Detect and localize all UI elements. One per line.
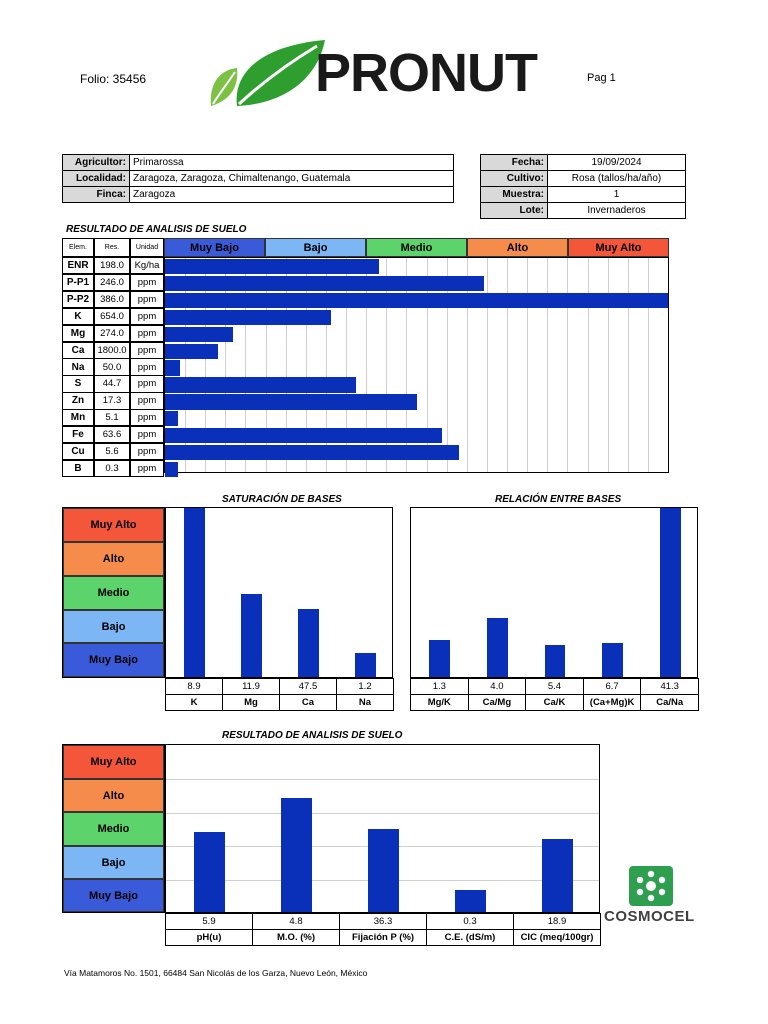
value-label: 36.3 xyxy=(339,913,427,930)
element-bar xyxy=(165,259,379,274)
saturacion-chart xyxy=(165,507,393,711)
grid-line xyxy=(507,258,508,472)
cultivo-label: Cultivo: xyxy=(481,171,548,187)
element-result: 274.0 xyxy=(94,325,130,342)
grid-line xyxy=(628,258,629,472)
value-label: 5.4 xyxy=(525,678,584,695)
level-medio: Medio xyxy=(366,238,467,257)
level-muy-bajo: Muy Bajo xyxy=(164,238,265,257)
level-scale-bottom xyxy=(62,744,165,913)
category-label: Ca xyxy=(279,694,337,711)
element-result: 386.0 xyxy=(94,291,130,308)
lote-label: Lote: xyxy=(481,203,548,219)
category-label: M.O. (%) xyxy=(252,929,340,946)
category-label: Ca/K xyxy=(525,694,584,711)
element-name: Mn xyxy=(62,409,94,426)
lote-value: Invernaderos xyxy=(548,203,686,219)
scale2-medio: Medio xyxy=(63,812,164,846)
element-result: 654.0 xyxy=(94,308,130,325)
element-bar xyxy=(165,293,668,308)
value-label: 11.9 xyxy=(222,678,280,695)
cosmocel-logo xyxy=(604,866,698,928)
element-name: Zn xyxy=(62,392,94,409)
scale2-bajo: Bajo xyxy=(63,846,164,879)
value-bar xyxy=(602,643,623,677)
cosmocel-flower-icon xyxy=(629,866,673,906)
value-bar xyxy=(429,640,450,677)
unit-header: Unidad xyxy=(130,238,164,257)
grid-line xyxy=(166,813,599,814)
scale-muy-alto: Muy Alto xyxy=(63,508,164,542)
grid-line xyxy=(527,258,528,472)
element-unit: ppm xyxy=(130,325,164,342)
scale2-alto: Alto xyxy=(63,779,164,812)
category-label: Mg/K xyxy=(410,694,469,711)
element-result: 5.1 xyxy=(94,409,130,426)
info-table-right xyxy=(480,154,686,219)
value-label: 4.8 xyxy=(252,913,340,930)
value-bar xyxy=(281,798,312,912)
value-label: 8.9 xyxy=(165,678,223,695)
element-unit: ppm xyxy=(130,342,164,359)
value-label: 5.9 xyxy=(165,913,253,930)
element-unit: ppm xyxy=(130,308,164,325)
value-bar xyxy=(660,508,681,677)
plot-area xyxy=(165,507,393,678)
value-label: 1.2 xyxy=(336,678,394,695)
value-bar xyxy=(194,832,225,912)
soil-analysis-2-chart xyxy=(165,744,600,948)
elem-header: Elem. xyxy=(62,238,94,257)
soil-analysis-title: RESULTADO DE ANALISIS DE SUELO xyxy=(66,224,247,235)
cultivo-value: Rosa (tallos/ha/año) xyxy=(548,171,686,187)
element-name: Fe xyxy=(62,426,94,443)
fecha-label: Fecha: xyxy=(481,155,548,171)
value-bar xyxy=(241,594,262,677)
element-bar xyxy=(165,377,356,392)
element-result: 50.0 xyxy=(94,358,130,375)
grid-line xyxy=(648,258,649,472)
scale2-muy-alto: Muy Alto xyxy=(63,745,164,779)
grid-line xyxy=(487,258,488,472)
relacion-chart xyxy=(410,507,699,711)
value-bar xyxy=(542,839,573,912)
element-unit: ppm xyxy=(130,375,164,392)
element-result: 63.6 xyxy=(94,426,130,443)
category-label: pH(u) xyxy=(165,929,253,946)
value-bar xyxy=(487,618,508,677)
category-label: (Ca+Mg)K xyxy=(583,694,642,711)
grid-line xyxy=(608,258,609,472)
category-label: C.E. (dS/m) xyxy=(426,929,514,946)
element-result: 198.0 xyxy=(94,257,130,274)
element-bar xyxy=(165,445,459,460)
value-label: 4.0 xyxy=(468,678,527,695)
folio: Folio: 35456 xyxy=(80,72,147,86)
element-unit: ppm xyxy=(130,460,164,477)
element-result: 44.7 xyxy=(94,375,130,392)
category-label: Ca/Na xyxy=(640,694,699,711)
element-result: 5.6 xyxy=(94,443,130,460)
element-unit: ppm xyxy=(130,443,164,460)
level-alto: Alto xyxy=(467,238,568,257)
element-bar xyxy=(165,411,178,426)
category-label: CIC (meq/100gr) xyxy=(513,929,601,946)
level-muy-alto: Muy Alto xyxy=(568,238,669,257)
element-result: 17.3 xyxy=(94,392,130,409)
element-name: Mg xyxy=(62,325,94,342)
page-number: Pag 1 xyxy=(587,72,616,84)
element-unit: ppm xyxy=(130,426,164,443)
brand-name: PRONUT xyxy=(315,43,537,103)
value-bar xyxy=(184,508,205,677)
level-bajo: Bajo xyxy=(265,238,366,257)
element-name: Ca xyxy=(62,342,94,359)
res-header: Res. xyxy=(94,238,130,257)
category-label: Mg xyxy=(222,694,280,711)
pronut-logo xyxy=(207,36,557,110)
element-unit: ppm xyxy=(130,392,164,409)
element-unit: ppm xyxy=(130,291,164,308)
grid-line xyxy=(588,258,589,472)
scale-bajo: Bajo xyxy=(63,610,164,643)
localidad-value: Zaragoza, Zaragoza, Chimaltenango, Guatemala xyxy=(130,171,454,187)
value-bar xyxy=(455,890,486,912)
agricultor-value: Primarossa xyxy=(130,155,454,171)
relacion-title: RELACIÓN ENTRE BASES xyxy=(495,494,622,505)
grid-line xyxy=(567,258,568,472)
element-bar xyxy=(165,428,442,443)
element-name: ENR xyxy=(62,257,94,274)
element-name: B xyxy=(62,460,94,477)
value-label: 41.3 xyxy=(640,678,699,695)
element-unit: ppm xyxy=(130,409,164,426)
footer-address: Vía Matamoros No. 1501, 66484 San Nicolás de los Garza, Nuevo León, México xyxy=(64,968,368,978)
element-name: Na xyxy=(62,358,94,375)
category-label: Fijación P (%) xyxy=(339,929,427,946)
scale-alto: Alto xyxy=(63,542,164,576)
scale2-muy-bajo: Muy Bajo xyxy=(63,879,164,912)
value-bar xyxy=(355,653,376,677)
finca-value: Zaragoza xyxy=(130,187,454,203)
category-label: K xyxy=(165,694,223,711)
muestra-label: Muestra: xyxy=(481,187,548,203)
value-bar xyxy=(298,609,319,677)
scale-medio: Medio xyxy=(63,576,164,610)
value-bar xyxy=(368,829,399,913)
element-bar xyxy=(165,360,180,375)
element-bar xyxy=(165,462,178,477)
element-unit: ppm xyxy=(130,274,164,291)
value-label: 18.9 xyxy=(513,913,601,930)
element-bar xyxy=(165,276,484,291)
scale-muy-bajo: Muy Bajo xyxy=(63,643,164,677)
element-result: 1800.0 xyxy=(94,342,130,359)
element-bar xyxy=(165,310,331,325)
saturacion-title: SATURACIÓN DE BASES xyxy=(222,494,342,505)
value-bar xyxy=(545,645,566,677)
element-bar xyxy=(165,344,218,359)
element-unit: ppm xyxy=(130,358,164,375)
finca-label: Finca: xyxy=(63,187,130,203)
element-unit: Kg/ha xyxy=(130,257,164,274)
element-result: 246.0 xyxy=(94,274,130,291)
element-name: P-P1 xyxy=(62,274,94,291)
info-table-left xyxy=(62,154,454,203)
value-label: 6.7 xyxy=(583,678,642,695)
agricultor-label: Agricultor: xyxy=(63,155,130,171)
soil-analysis-2-title: RESULTADO DE ANALISIS DE SUELO xyxy=(222,730,403,741)
element-name: P-P2 xyxy=(62,291,94,308)
value-label: 47.5 xyxy=(279,678,337,695)
soil-analysis-chart xyxy=(62,238,672,474)
element-result: 0.3 xyxy=(94,460,130,477)
category-label: Na xyxy=(336,694,394,711)
value-label: 0.3 xyxy=(426,913,514,930)
soil-analysis-plot xyxy=(164,257,669,473)
localidad-label: Localidad: xyxy=(63,171,130,187)
muestra-value: 1 xyxy=(548,187,686,203)
cosmocel-name: COSMOCEL xyxy=(604,908,695,925)
grid-line xyxy=(166,779,599,780)
level-scale-middle xyxy=(62,507,165,678)
element-name: Cu xyxy=(62,443,94,460)
category-label: Ca/Mg xyxy=(468,694,527,711)
value-label: 1.3 xyxy=(410,678,469,695)
element-bar xyxy=(165,394,417,409)
fecha-value: 19/09/2024 xyxy=(548,155,686,171)
grid-line xyxy=(547,258,548,472)
plot-area xyxy=(165,744,600,913)
leaf-logo-icon xyxy=(207,36,327,110)
plot-area xyxy=(410,507,698,678)
element-name: S xyxy=(62,375,94,392)
element-name: K xyxy=(62,308,94,325)
element-bar xyxy=(165,327,233,342)
